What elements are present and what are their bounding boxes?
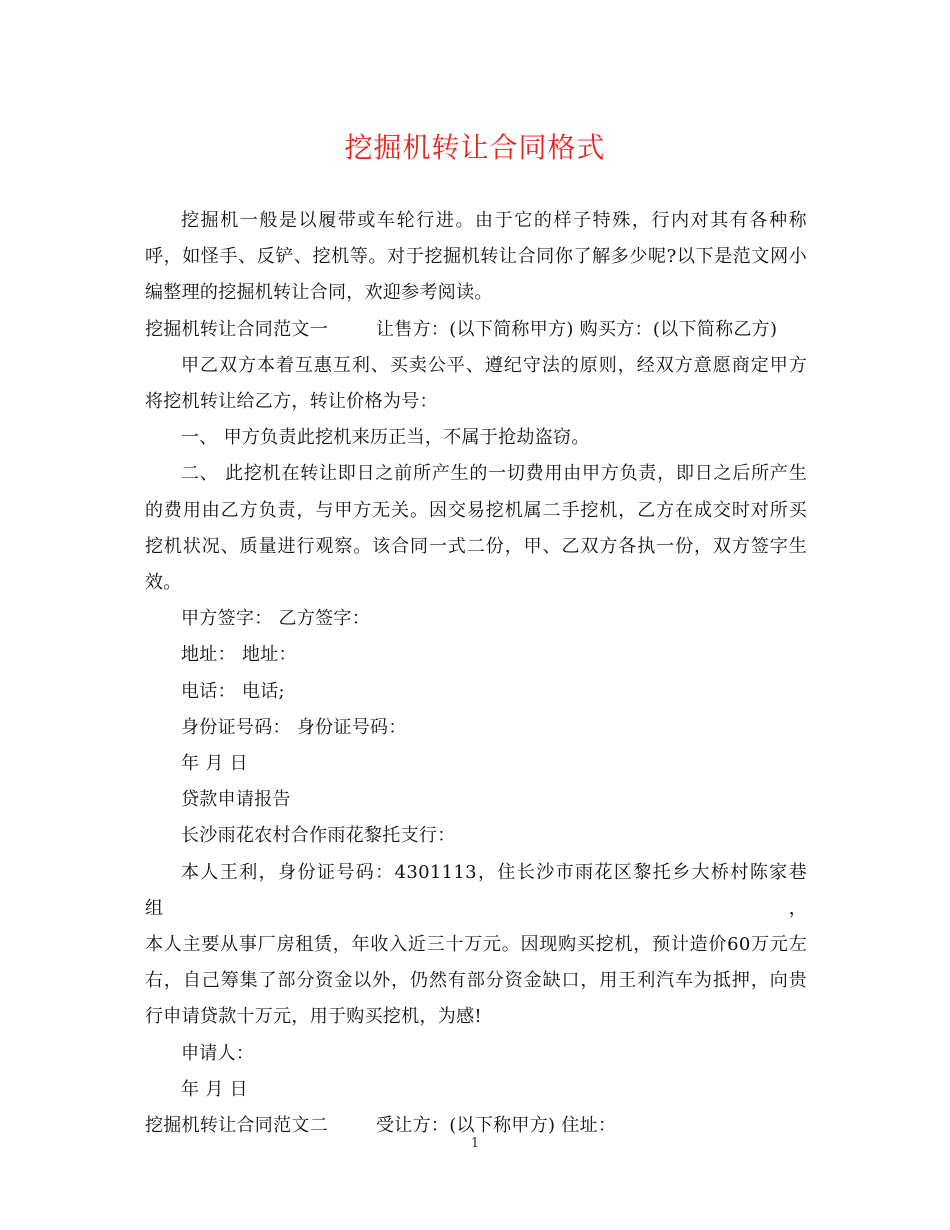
loan-line-1: 本人王利，身份证号码：4301113，住长沙市雨花区黎托乡大桥村陈家巷组，	[145, 861, 807, 919]
document-body	[145, 203, 807, 1144]
id-number: 身份证号码： 身份证号码：	[181, 716, 407, 738]
phone: 电话： 电话;	[181, 680, 285, 702]
sample1-heading: 挖掘机转让合同范文一	[145, 318, 328, 340]
clause-2-line-3: 挖机状况、质量进行观察。该合同一式二份，甲、乙双方各执一份，双方签字生	[145, 535, 807, 557]
sample1-parties: 让售方：(以下简称甲方) 购买方：(以下简称乙方)	[376, 318, 778, 340]
document-title: 挖掘机转让合同格式	[344, 131, 606, 164]
loan-recipient: 长沙雨花农村合作雨花黎托支行：	[181, 825, 456, 847]
intro-line-1: 挖掘机一般是以履带或车轮行进。由于它的样子特殊，行内对其有各种称	[181, 210, 807, 231]
loan-line-4: 行申请贷款十万元，用于购买挖机，为感!	[145, 1006, 482, 1028]
intro-line-3: 编整理的挖掘机转让合同，欢迎参考阅读。	[145, 282, 493, 304]
applicant: 申请人：	[181, 1042, 255, 1064]
clause-2-line-2: 的费用由乙方负责，与甲方无关。因交易挖机属二手挖机，乙方在成交时对所买	[145, 499, 807, 521]
agreement-line-2: 将挖机转让给乙方，转让价格为号：	[145, 391, 438, 413]
signatures: 甲方签字： 乙方签字：	[181, 608, 371, 630]
sample2-heading: 挖掘机转让合同范文二	[145, 1115, 328, 1137]
page-number: 1	[470, 1136, 480, 1151]
clause-1: 一、 甲方负责此挖机来历正当，不属于抢劫盗窃。	[181, 427, 590, 449]
date-2: 年 月 日	[181, 1078, 248, 1100]
clause-2-line-1: 二、 此挖机在转让即日之前所产生的一切费用由甲方负责，即日之后所产生	[181, 463, 807, 485]
address: 地址： 地址：	[181, 644, 297, 666]
clause-2-line-4: 效。	[145, 572, 182, 594]
sample1-heading-line	[145, 312, 807, 348]
loan-line-2: 本人主要从事厂房租赁，年收入近三十万元。因现购买挖机，预计造价60万元左	[145, 934, 807, 956]
loan-title: 贷款申请报告	[181, 789, 291, 811]
agreement-line-1: 甲乙双方本着互惠互利、买卖公平、遵纪守法的原则，经双方意愿商定甲方	[181, 354, 807, 376]
loan-line-3: 右，自己筹集了部分资金以外，仍然有部分资金缺口，用王利汽车为抵押，向贵	[145, 970, 807, 992]
sample2-parties: 受让方：(以下称甲方) 住址：	[376, 1115, 617, 1137]
date-1: 年 月 日	[181, 753, 248, 775]
intro-line-2: 呼，如怪手、反铲、挖机等。对于挖掘机转让合同你了解多少呢?以下是范文网小	[145, 246, 807, 268]
